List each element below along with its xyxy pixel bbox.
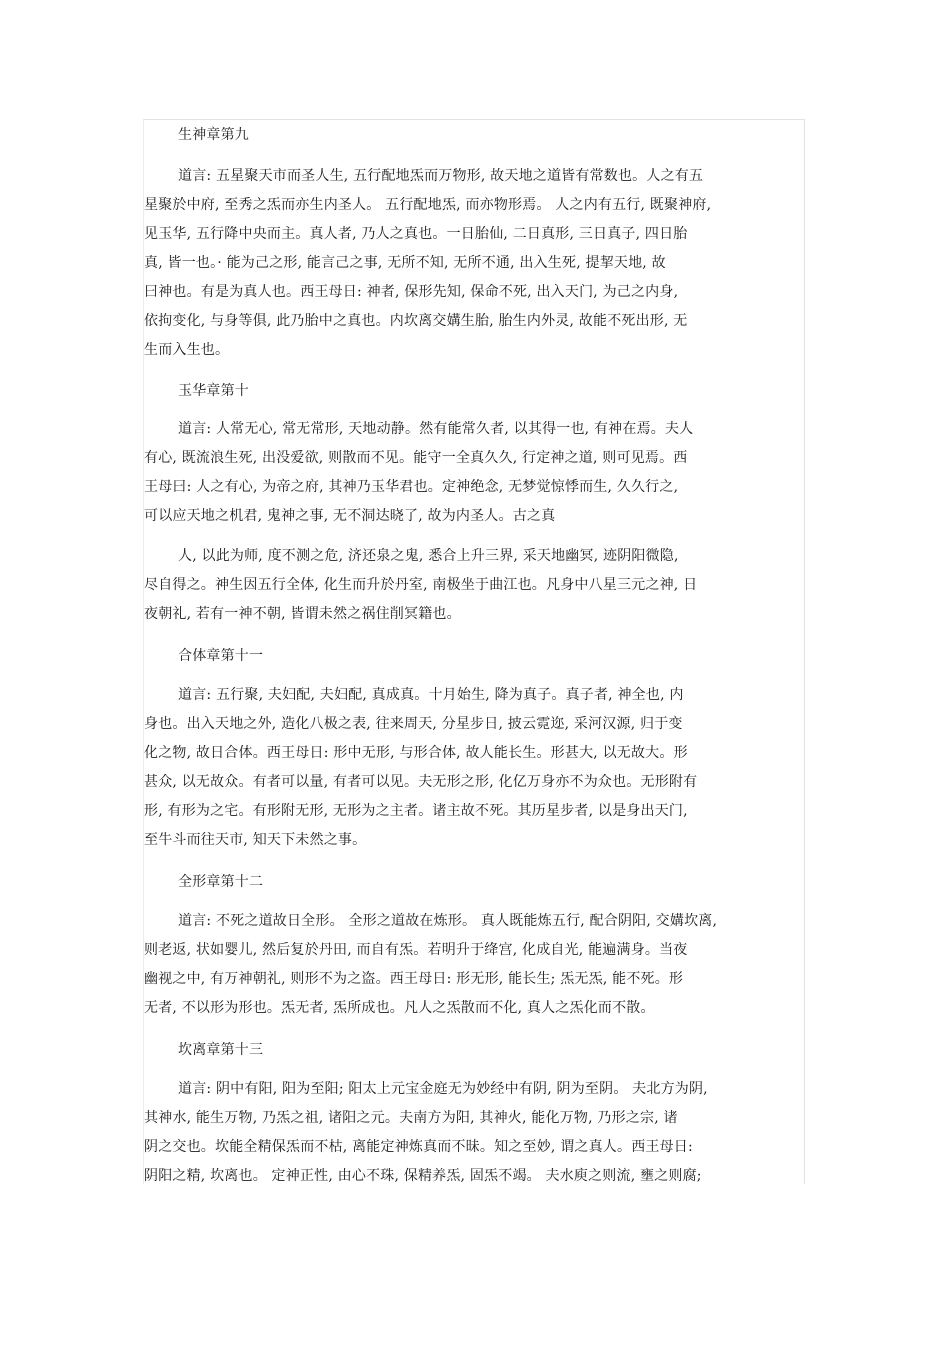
text-line: 真, 皆一也。· 能为己之形, 能言己之事, 无所不知, 无所不通, 出入生死, 提挈天地, 故 (144, 255, 666, 271)
text-line: 夜朝礼, 若有一神不朝, 皆谓未然之祸住削冥籍也。 (144, 606, 461, 622)
text-line: 形, 有形为之宅。有形附无形, 无形为之主者。诸主故不死。其历星步者, 以是身出天门, (144, 803, 688, 819)
section-heading-10: 玉华章第十 (178, 383, 249, 399)
text-line: 道言: 五星聚天市而圣人生, 五行配地炁而万物形, 故天地之道皆有常数也。人之有五 (178, 168, 704, 184)
text-line: 化之物, 故日合体。西王母日: 形中无形, 与形合体, 故人能长生。形甚大, 以无故大。形 (144, 745, 688, 761)
text-line: 至牛斗而往天市, 知天下未然之事。 (144, 832, 367, 848)
text-line: 王母曰: 人之有心, 为帝之府, 其神乃玉华君也。定神绝念, 无梦觉惊悸而生, 久久行之, (144, 479, 679, 495)
text-line: 道言: 人常无心, 常无常形, 天地动静。然有能常久者, 以其得一也, 有神在焉。夫人 (178, 421, 694, 437)
text-line: 曰神也。有是为真人也。西王母日: 神者, 保形先知, 保命不死, 出入天门, 为己之内身, (144, 284, 679, 300)
text-line: 则老返, 状如婴儿, 然后复於丹田, 而自有炁。若明升于绛宫, 化成自光, 能遍满身。当夜 (144, 942, 688, 958)
section-heading-12: 全形章第十二 (178, 874, 264, 890)
text-line: 尽自得之。神生因五行全体, 化生而升於丹室, 南极坐于曲江也。凡身中八星三元之神, 日 (144, 577, 698, 593)
text-line: 甚众, 以无故众。有者可以量, 有者可以见。夫无形之形, 化亿万身亦不为众也。无形附有 (144, 774, 698, 790)
text-line: 见玉华, 五行降中央而主。真人者, 乃人之真也。一日胎仙, 二日真形, 三日真子, 四日胎 (144, 226, 688, 242)
text-line: 身也。出入天地之外, 造化八极之表, 往来周天, 分星步日, 披云霓迩, 采河汉源, 归于变 (144, 716, 683, 732)
text-line: 道言: 不死之道故日全形。 全形之道故在炼形。 真人既能炼五行, 配合阴阳, 交媾坎离, (178, 913, 718, 929)
text-line: 阴阳之精, 坎离也。 定神正性, 由心不珠, 保精养炁, 固炁不竭。 夫水庾之则流, 壅之则腐; (144, 1168, 702, 1184)
text-line: 道言: 五行聚, 夫妇配, 夫妇配, 真成真。十月始生, 降为真子。真子者, 神全也, 内 (178, 687, 684, 703)
text-line: 星聚於中府, 至秀之炁而亦生内圣人。 五行配地炁, 而亦物形焉。 人之内有五行, 既聚神府, (144, 197, 712, 213)
text-line: 幽视之中, 有万神朝礼, 则形不为之盗。西王母日: 形无形, 能长生; 炁无炁, 能不死。形 (144, 971, 684, 987)
section-heading-11: 合体章第十一 (178, 648, 264, 664)
text-line: 可以应天地之机君, 鬼神之事, 无不洞达晓了, 故为内圣人。古之真 (144, 508, 556, 524)
text-line: 人, 以此为师, 度不测之危, 济还泉之鬼, 悉合上升三界, 采天地幽冥, 迹阴阳微隐, (178, 548, 679, 564)
text-line: 阴之交也。坎能全精保炁而不枯, 离能定神炼真而不昧。知之至妙, 谓之真人。西王母日: (144, 1139, 693, 1155)
text-line: 有心, 既流浪生死, 出没爱欲, 则散而不见。能守一全真久久, 行定神之道, 则可见焉。西 (144, 450, 688, 466)
text-line: 无者, 不以形为形也。炁无者, 炁所成也。凡人之炁散而不化, 真人之炁化而不散。 (144, 1000, 655, 1016)
text-line: 生而入生也。 (144, 342, 230, 358)
text-line: 道言: 阴中有阳, 阳为至阳; 阳太上元宝金庭无为妙经中有阴, 阴为至阴。 夫北方为阴, (178, 1081, 708, 1097)
text-line: 其神水, 能生万物, 乃炁之祖, 诸阳之元。夫南方为阳, 其神火, 能化万物, 乃形之宗, 诸 (144, 1110, 678, 1126)
section-heading-13: 坎离章第十三 (178, 1042, 264, 1058)
text-line: 依拘变化, 与身等俱, 此乃胎中之真也。内坎离交媾生胎, 胎生内外灵, 故能不死出形, 无 (144, 313, 688, 329)
section-heading-9: 生神章第九 (178, 127, 249, 143)
